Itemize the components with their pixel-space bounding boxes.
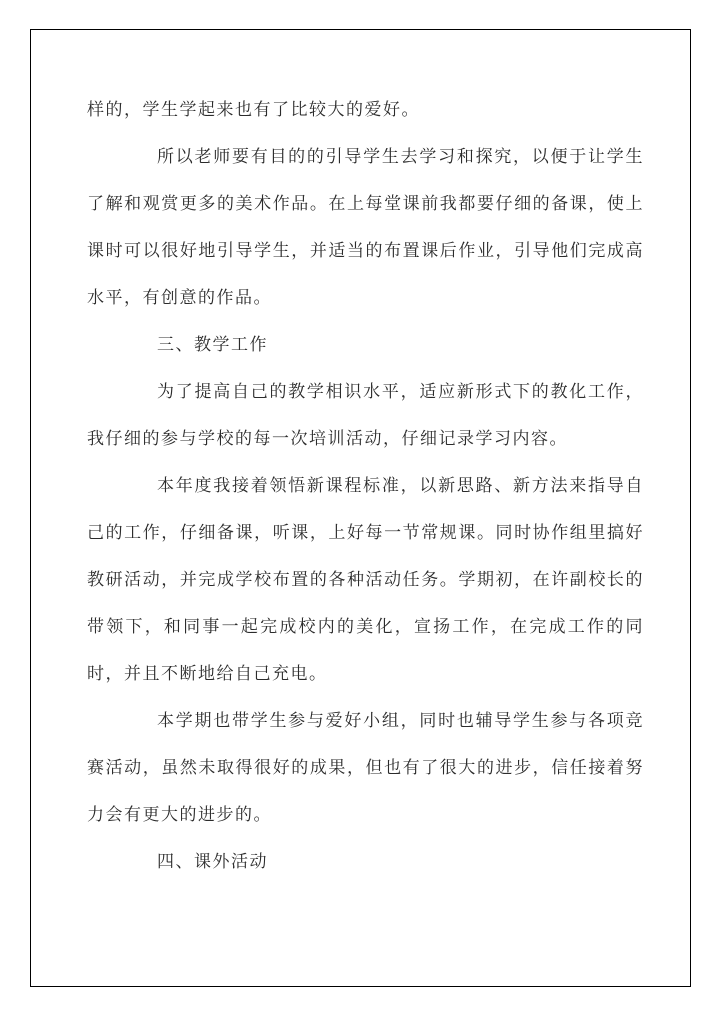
paragraph-interest-groups: 本学期也带学生参与爱好小组，同时也辅导学生参与各项竞赛活动，虽然未取得很好的成果，但也有了很大的进步，信任接着努力会有更大的进步的。 xyxy=(87,711,644,824)
paragraph-guidance: 所以老师要有目的的引导学生去学习和探究，以便于让学生了解和观赏更多的美术作品。在上每堂课前我都要仔细的备课，使上课时可以很好地引导学生，并适当的布置课后作业，引导他们完成高水平，有创意的作品。 xyxy=(87,147,644,307)
paragraph-curriculum: 本年度我接着领悟新课程标准，以新思路、新方法来指导自己的工作，仔细备课，听课，上好每一节常规课。同时协作组里搞好教研活动，并完成学校布置的各种活动任务。学期初，在许副校长的带领下，和同事一起完成校内的美化，宣扬工作，在完成工作的同时，并且不断地给自己充电。 xyxy=(87,476,644,683)
document-page xyxy=(30,29,691,987)
paragraph-training: 为了提高自己的教学相识水平，适应新形式下的教化工作，我仔细的参与学校的每一次培训活动，仔细记录学习内容。 xyxy=(87,382,644,448)
section-heading-extracurricular: 四、课外活动 xyxy=(157,852,268,871)
page-content xyxy=(31,30,690,986)
paragraph-continuation: 样的，学生学起来也有了比较大的爱好。 xyxy=(87,100,420,119)
section-heading-teaching-work: 三、教学工作 xyxy=(157,335,268,354)
